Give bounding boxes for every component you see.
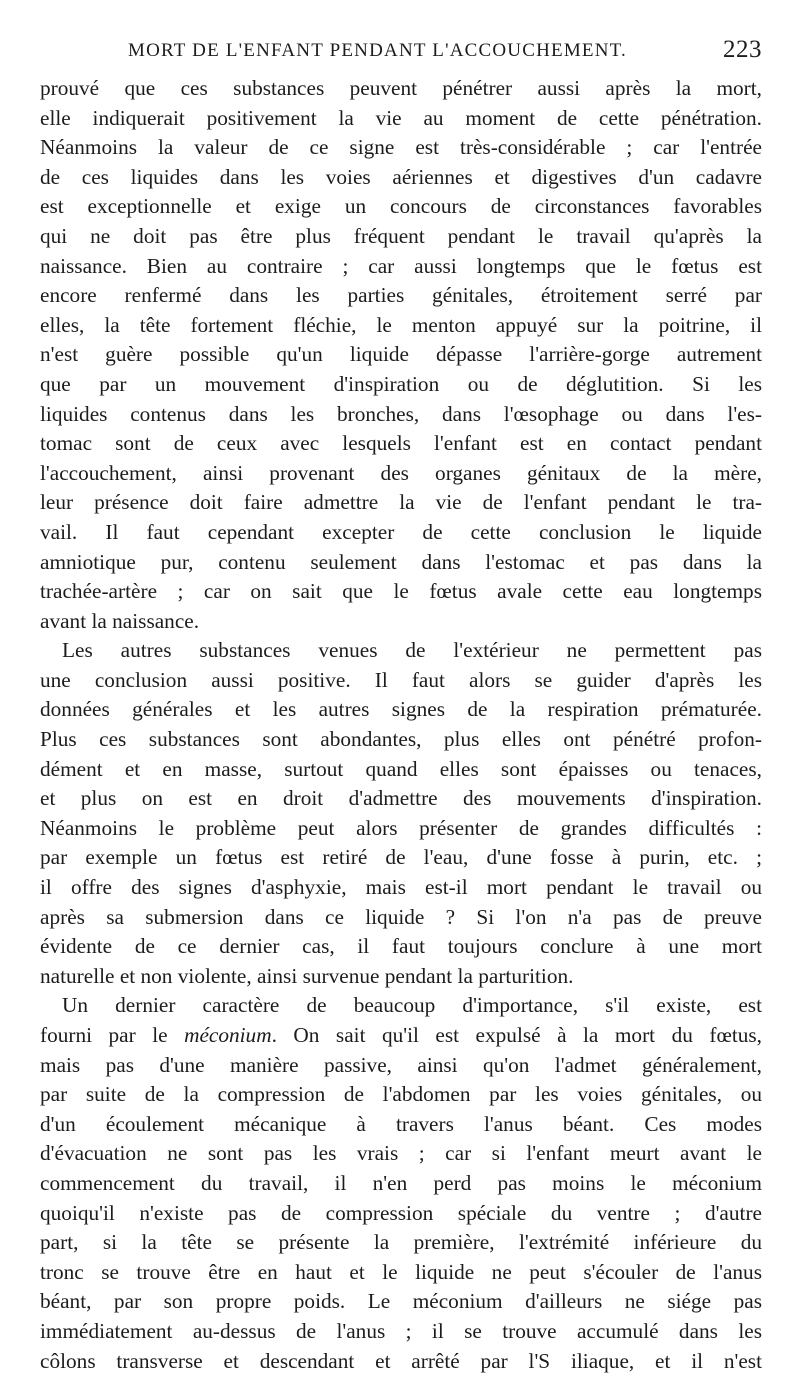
text-line: elles, la tête fortement fléchie, le menton appuyé sur la poitrine, il (40, 312, 762, 337)
text-line: Néanmoins la valeur de ce signe est très-considérable ; car l'entrée (40, 135, 762, 160)
text-line: tronc se trouve être en haut et le liquide ne peut s'écouler de l'anus (40, 1259, 762, 1284)
page-header (40, 34, 762, 74)
text-line: n'est guère possible qu'un liquide dépasse l'arrière-gorge autrement (40, 342, 762, 367)
paragraph (40, 991, 762, 1376)
paragraph (40, 74, 762, 636)
text-line: Néanmoins le problème peut alors présenter de grandes difficultés : (40, 815, 762, 840)
text-line: quoiqu'il n'existe pas de compression spéciale du ventre ; d'autre (40, 1200, 762, 1225)
text-line: données générales et les autres signes de la respiration prématurée. (40, 697, 762, 722)
text-line: naissance. Bien au contraire ; car aussi longtemps que le fœtus est (40, 253, 762, 278)
text-line: amniotique pur, contenu seulement dans l'estomac et pas dans la (40, 549, 762, 574)
running-title: MORT DE L'ENFANT PENDANT L'ACCOUCHEMENT. (128, 40, 627, 61)
text-line: béant, par son propre poids. Le méconium d'ailleurs ne siége pas (40, 1289, 762, 1314)
text-line: commencement du travail, il n'en perd pas moins le méconium (40, 1170, 762, 1195)
body-text (40, 74, 762, 1376)
text-line: part, si la tête se présente la première, l'extrémité inférieure du (40, 1230, 762, 1255)
text-line: dément et en masse, surtout quand elles sont épaisses ou tenaces, (40, 756, 762, 781)
text-line: d'un écoulement mécanique à travers l'anus béant. Ces modes (40, 1111, 762, 1136)
text-line: encore renfermé dans les parties génitales, étroitement serré par (40, 283, 762, 308)
text-line: que par un mouvement d'inspiration ou de déglutition. Si les (40, 371, 762, 396)
text-line: avant la naissance. (40, 608, 200, 633)
text-line: côlons transverse et descendant et arrêté par l'S iliaque, et il n'est (40, 1348, 762, 1373)
text-line: Plus ces substances sont abondantes, plus elles ont pénétré profon- (40, 727, 762, 752)
text-line: vail. Il faut cependant excepter de cette conclusion le liquide (40, 519, 762, 544)
text-line: mais pas d'une manière passive, ainsi qu'on l'admet généralement, (40, 1052, 762, 1077)
text-line: par suite de la compression de l'abdomen par les voies génitales, ou (40, 1082, 762, 1107)
text-line: par exemple un fœtus est retiré de l'eau, d'une fosse à purin, etc. ; (40, 845, 762, 870)
text-line: prouvé que ces substances peuvent pénétrer aussi après la mort, (40, 76, 762, 100)
text-line: il offre des signes d'asphyxie, mais est-il mort pendant le travail ou (40, 875, 762, 900)
text-line: Un dernier caractère de beaucoup d'importance, s'il existe, est (62, 993, 762, 1018)
italic-term: méconium (184, 1023, 272, 1047)
text-line: fourni par le méconium. On sait qu'il est expulsé à la mort du fœtus, (40, 1023, 762, 1047)
text-line: de ces liquides dans les voies aériennes et digestives d'un cadavre (40, 164, 762, 189)
text-line: elle indiquerait positivement la vie au moment de cette pénétration. (40, 105, 762, 130)
text-line: naturelle et non violente, ainsi survenue pendant la parturition. (40, 963, 574, 988)
text-line: après sa submersion dans ce liquide ? Si l'on n'a pas de preuve (40, 904, 762, 929)
text-line: liquides contenus dans les bronches, dans l'œsophage ou dans l'es- (40, 401, 762, 426)
text-line: leur présence doit faire admettre la vie de l'enfant pendant le tra- (40, 490, 762, 515)
paragraph (40, 636, 762, 991)
text-line: Les autres substances venues de l'extérieur ne permettent pas (62, 638, 762, 663)
text-line: et plus on est en droit d'admettre des mouvements d'inspiration. (40, 786, 762, 811)
page-number: 223 (723, 36, 762, 63)
text-line: immédiatement au-dessus de l'anus ; il se trouve accumulé dans les (40, 1318, 762, 1343)
text-line: est exceptionnelle et exige un concours de circonstances favorables (40, 194, 762, 219)
text-line: l'accouchement, ainsi provenant des organes génitaux de la mère, (40, 460, 762, 485)
text-line: d'évacuation ne sont pas les vrais ; car si l'enfant meurt avant le (40, 1141, 762, 1166)
text-line: trachée-artère ; car on sait que le fœtus avale cette eau longtemps (40, 579, 762, 604)
text-line: qui ne doit pas être plus fréquent pendant le travail qu'après la (40, 223, 762, 248)
text-line: une conclusion aussi positive. Il faut alors se guider d'après les (40, 667, 762, 692)
text-line: évidente de ce dernier cas, il faut toujours conclure à une mort (40, 934, 762, 959)
book-page (40, 34, 762, 1373)
text-line: tomac sont de ceux avec lesquels l'enfant est en contact pendant (40, 431, 762, 456)
